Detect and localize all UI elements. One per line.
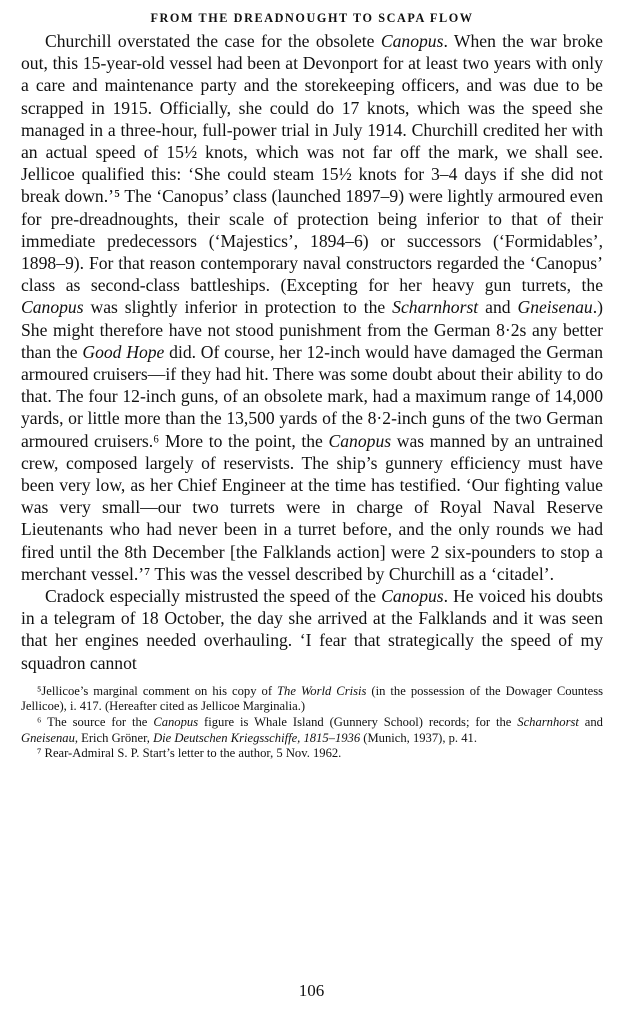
text-run: ⁶ The source for the <box>37 715 154 730</box>
italic-run: Canopus <box>153 715 199 730</box>
italic-run: Scharnhorst <box>517 715 579 730</box>
text-run: , Erich Gröner, <box>74 730 154 745</box>
body-text <box>21 30 603 674</box>
italic-run: Good Hope <box>82 341 165 362</box>
text-run: was slightly inferior in protection to the <box>83 297 393 318</box>
text-run: .) She might therefore have not stood punishment from the German 8·2s any better than the <box>21 297 603 362</box>
page-number: 106 <box>298 981 325 1000</box>
text-run: was manned by an untrained crew, composed largely of reservists. The ship’s gunnery efficiency must have been very low, as her Chief Engineer at the time has testified. ‘Our fighting value was very small—our two turrets were in charge of Royal Naval Reserve Lieutenants who had never been in a turret before, and the only rounds we had fired until the 8th December [the Falklands action] were 2 six-pounders to stop a merchant vessel.’⁷ This was the vessel described by Churchill as a ‘citadel’. <box>21 430 604 584</box>
italic-run: Gneisenau <box>21 730 75 745</box>
italic-run: Gneisenau <box>517 297 593 318</box>
text-run: ⁵Jellicoe’s marginal comment on his copy of <box>37 683 278 698</box>
italic-run: Canopus <box>328 430 392 451</box>
text-run: (in the possession of the Dowager Countess Jellicoe), i. 417. (Hereafter cited as Jellicoe Marginalia.) <box>21 683 603 714</box>
footnotes <box>21 684 603 762</box>
text-run: . He voiced his doubts in a telegram of 18 October, the day she arrived at the Falklands and it was seen that her engines needed overhauling. ‘I fear that strategically the speed of my squadron cannot <box>21 586 603 673</box>
text-run: . When the war broke out, this 15-year-old vessel had been at Devonport for at least two years with only a care and maintenance party and the storekeeping officers, and was due to be scrapped in 1915. Officially, she could do 17 knots, which was the speed she managed in a three-hour, full-power trial in July 1914. Churchill credited her with an actual speed of 15½ knots, which was not far off the mark, we shall see. Jellicoe qualified this: ‘She could steam 15½ knots for 3–4 days if she did not break down.’⁵ The ‘Canopus’ class (launched 1897–9) were lightly armoured even for pre-dreadnoughts, their scale of protection being inferior to that of their immediate predecessors (‘Majestics’, 1894–6) or successors (‘Formidables’, 1898–9). For that reason contemporary naval constructors regarded the ‘Canopus’ class as second-class battleships. (Excepting for her heavy gun turrets, the <box>21 31 603 296</box>
text-run: Churchill overstated the case for the obsolete <box>45 31 381 51</box>
italic-run: The World Crisis <box>277 683 367 698</box>
italic-run: Canopus <box>380 31 444 51</box>
text-run: did. Of course, her 12-inch would have damaged the German armoured cruisers—if they had hit. There was some doubt about their ability to do that. The four 12-inch guns, of an obsolete mark, had a maximum range of 14,000 yards, or little more than the 13,500 yards of the 8·2-inch guns of the two German armoured cruisers.⁶ More to the point, the <box>21 341 604 451</box>
italic-run: Scharnhorst <box>392 297 479 318</box>
italic-run: Canopus <box>381 586 444 607</box>
running-head: FROM THE DREADNOUGHT TO SCAPA FLOW <box>150 11 474 25</box>
paragraph <box>21 30 603 585</box>
text-run: and <box>478 297 518 318</box>
italic-run: Die Deutschen Kriegsschiffe, 1815–1936 <box>153 730 361 745</box>
text-run: figure is Whale Island (Gunnery School) records; for the <box>198 715 518 730</box>
text-run: and <box>578 715 603 730</box>
italic-run: Canopus <box>21 297 84 318</box>
footnote <box>21 684 603 715</box>
footnote <box>21 715 603 746</box>
text-run: Cradock especially mistrusted the speed of the <box>45 586 382 607</box>
text-run: ⁷ Rear-Admiral S. P. Start’s letter to the author, 5 Nov. 1962. <box>37 746 342 761</box>
footnote <box>21 746 603 762</box>
text-run: (Munich, 1937), p. 41. <box>360 730 477 745</box>
paragraph <box>21 585 603 674</box>
